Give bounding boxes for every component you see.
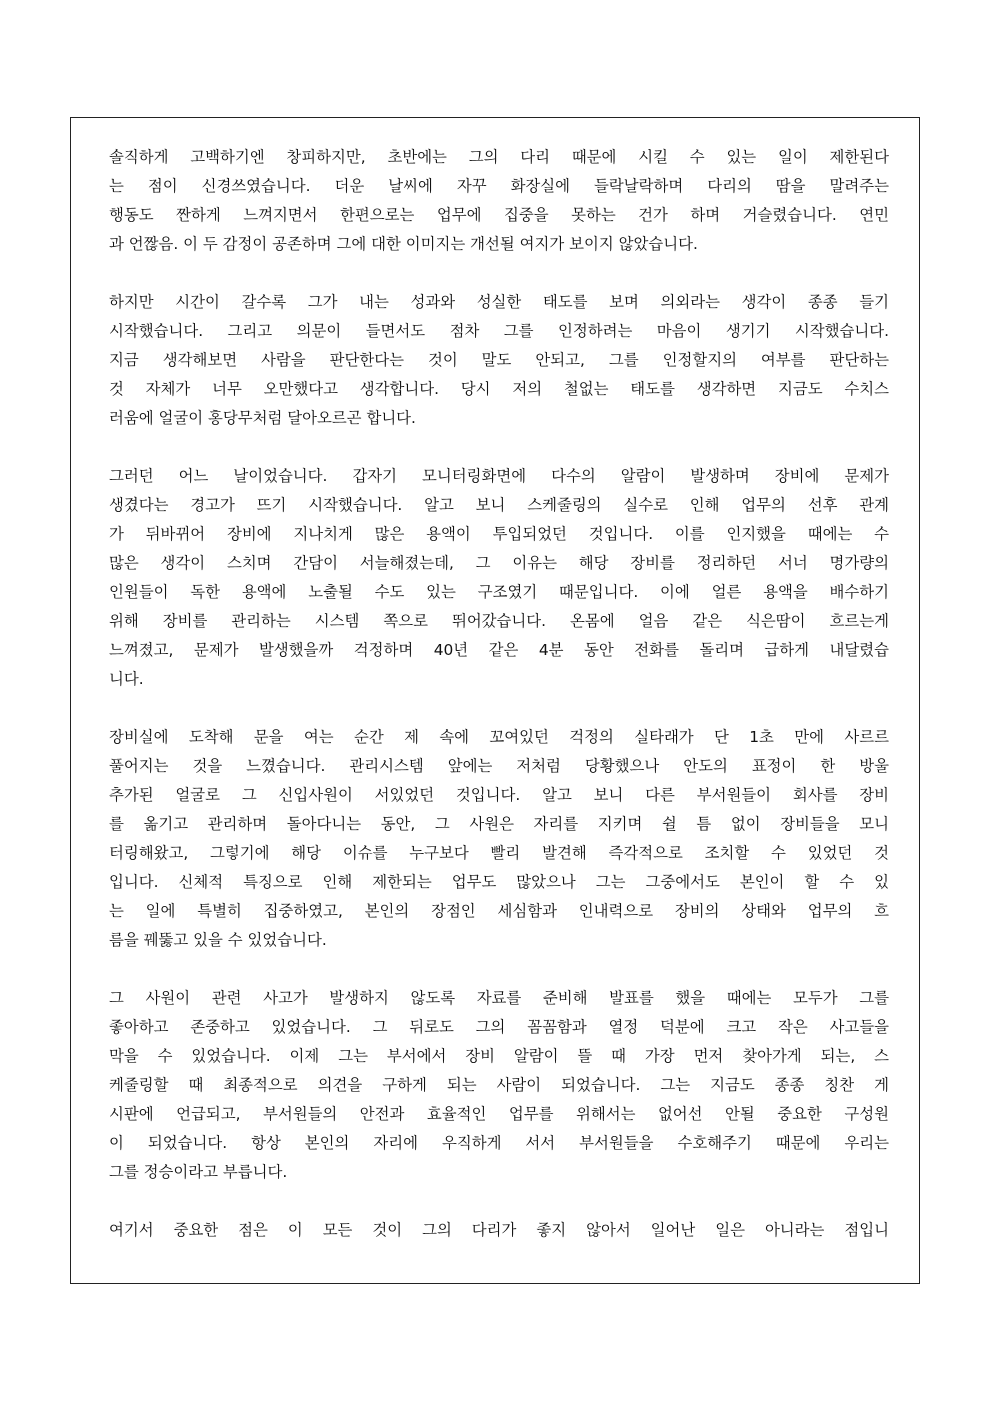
text-line: 하지만 시간이 갈수록 그가 내는 성과와 성실한 태도를 보며 의외라는 생각이 종종 들기 [109,293,889,311]
text-line: 추가된 얼굴로 그 신입사원이 서있었던 것입니다. 알고 보니 다른 부서원들이 회사를 장비 [109,786,889,804]
text-line: 풀어지는 것을 느꼈습니다. 관리시스템 앞에는 저처럼 당황했으나 안도의 표정이 한 방울 [109,757,889,775]
text-line: 그를 정승이라고 부릅니다. [109,1163,288,1181]
paragraph-1 [109,143,889,259]
paragraph-4 [109,723,889,955]
text-line: 니다. [109,670,144,688]
text-line: 많은 생각이 스치며 간담이 서늘해졌는데, 그 이유는 해당 장비를 정리하던 서너 명가량의 [109,554,889,572]
text-line: 그 사원이 관련 사고가 발생하지 않도록 자료를 준비해 발표를 했을 때에는 모두가 그를 [109,989,889,1007]
text-line: 지금 생각해보면 사람을 판단한다는 것이 말도 안되고, 그를 인정할지의 여부를 판단하는 [109,351,889,369]
text-line: 그러던 어느 날이었습니다. 갑자기 모니터링화면에 다수의 알람이 발생하며 장비에 문제가 [109,467,889,485]
text-line: 막을 수 있었습니다. 이제 그는 부서에서 장비 알람이 뜰 때 가장 먼저 찾아가게 되는, 스 [109,1047,889,1065]
text-line: 입니다. 신체적 특징으로 인해 제한되는 업무도 많았으나 그는 그중에서도 본인이 할 수 있 [109,873,889,891]
text-line: 이 되었습니다. 항상 본인의 자리에 우직하게 서서 부서원들을 수호해주기 때문에 우리는 [109,1134,889,1152]
text-line: 과 언짢음. 이 두 감정이 공존하며 그에 대한 이미지는 개선될 여지가 보이지 않았습니다. [109,235,698,253]
paragraph-3 [109,462,889,694]
text-line: 를 옮기고 관리하며 돌아다니는 동안, 그 사원은 자리를 지키며 쉴 틈 없이 장비들을 모니 [109,815,889,833]
text-line: 시작했습니다. 그리고 의문이 들면서도 점차 그를 인정하려는 마음이 생기기 시작했습니다. [109,322,889,340]
text-line: 러움에 얼굴이 홍당무처럼 달아오르곤 합니다. [109,409,416,427]
text-line: 인원들이 독한 용액에 노출될 수도 있는 구조였기 때문입니다. 이에 얼른 용액을 배수하기 [109,583,889,601]
page-frame [70,117,920,1284]
text-line: 케줄링할 때 최종적으로 의견을 구하게 되는 사람이 되었습니다. 그는 지금도 종종 칭찬 게 [109,1076,889,1094]
text-line: 는 일에 특별히 집중하였고, 본인의 장점인 세심함과 인내력으로 장비의 상태와 업무의 흐 [109,902,889,920]
text-line: 것 자체가 너무 오만했다고 생각합니다. 당시 저의 철없는 태도를 생각하면 지금도 수치스 [109,380,889,398]
text-line: 가 뒤바뀌어 장비에 지나치게 많은 용액이 투입되었던 것입니다. 이를 인지했을 때에는 수 [109,525,889,543]
text-line: 좋아하고 존중하고 있었습니다. 그 뒤로도 그의 꼼꼼함과 열정 덕분에 크고 작은 사고들을 [109,1018,889,1036]
text-line: 는 점이 신경쓰였습니다. 더운 날씨에 자꾸 화장실에 들락날락하며 다리의 땀을 말려주는 [109,177,889,195]
text-line: 름을 꿰뚫고 있을 수 있었습니다. [109,931,327,949]
text-line: 장비실에 도착해 문을 여는 순간 제 속에 꼬여있던 걱정의 실타래가 단 1초 만에 사르르 [109,728,889,746]
text-line: 느껴졌고, 문제가 발생했을까 걱정하며 40년 같은 4분 동안 전화를 돌리며 급하게 내달렸습 [109,641,889,659]
text-line: 솔직하게 고백하기엔 창피하지만, 초반에는 그의 다리 때문에 시킬 수 있는 일이 제한된다 [109,148,889,166]
paragraph-6 [109,1216,889,1245]
text-line: 시판에 언급되고, 부서원들의 안전과 효율적인 업무를 위해서는 없어선 안될 중요한 구성원 [109,1105,889,1123]
body-text [109,143,889,1274]
paragraph-2 [109,288,889,433]
text-line: 위해 장비를 관리하는 시스템 쪽으로 뛰어갔습니다. 온몸에 얼음 같은 식은땀이 흐르는게 [109,612,889,630]
text-line: 여기서 중요한 점은 이 모든 것이 그의 다리가 좋지 않아서 일어난 일은 아니라는 점입니 [109,1221,889,1239]
text-line: 행동도 짠하게 느껴지면서 한편으로는 업무에 집중을 못하는 건가 하며 거슬렸습니다. 연민 [109,206,889,224]
text-line: 생겼다는 경고가 뜨기 시작했습니다. 알고 보니 스케줄링의 실수로 인해 업무의 선후 관계 [109,496,889,514]
paragraph-5 [109,984,889,1187]
text-line: 터링해왔고, 그렇기에 해당 이슈를 누구보다 빨리 발견해 즉각적으로 조치할 수 있었던 것 [109,844,889,862]
